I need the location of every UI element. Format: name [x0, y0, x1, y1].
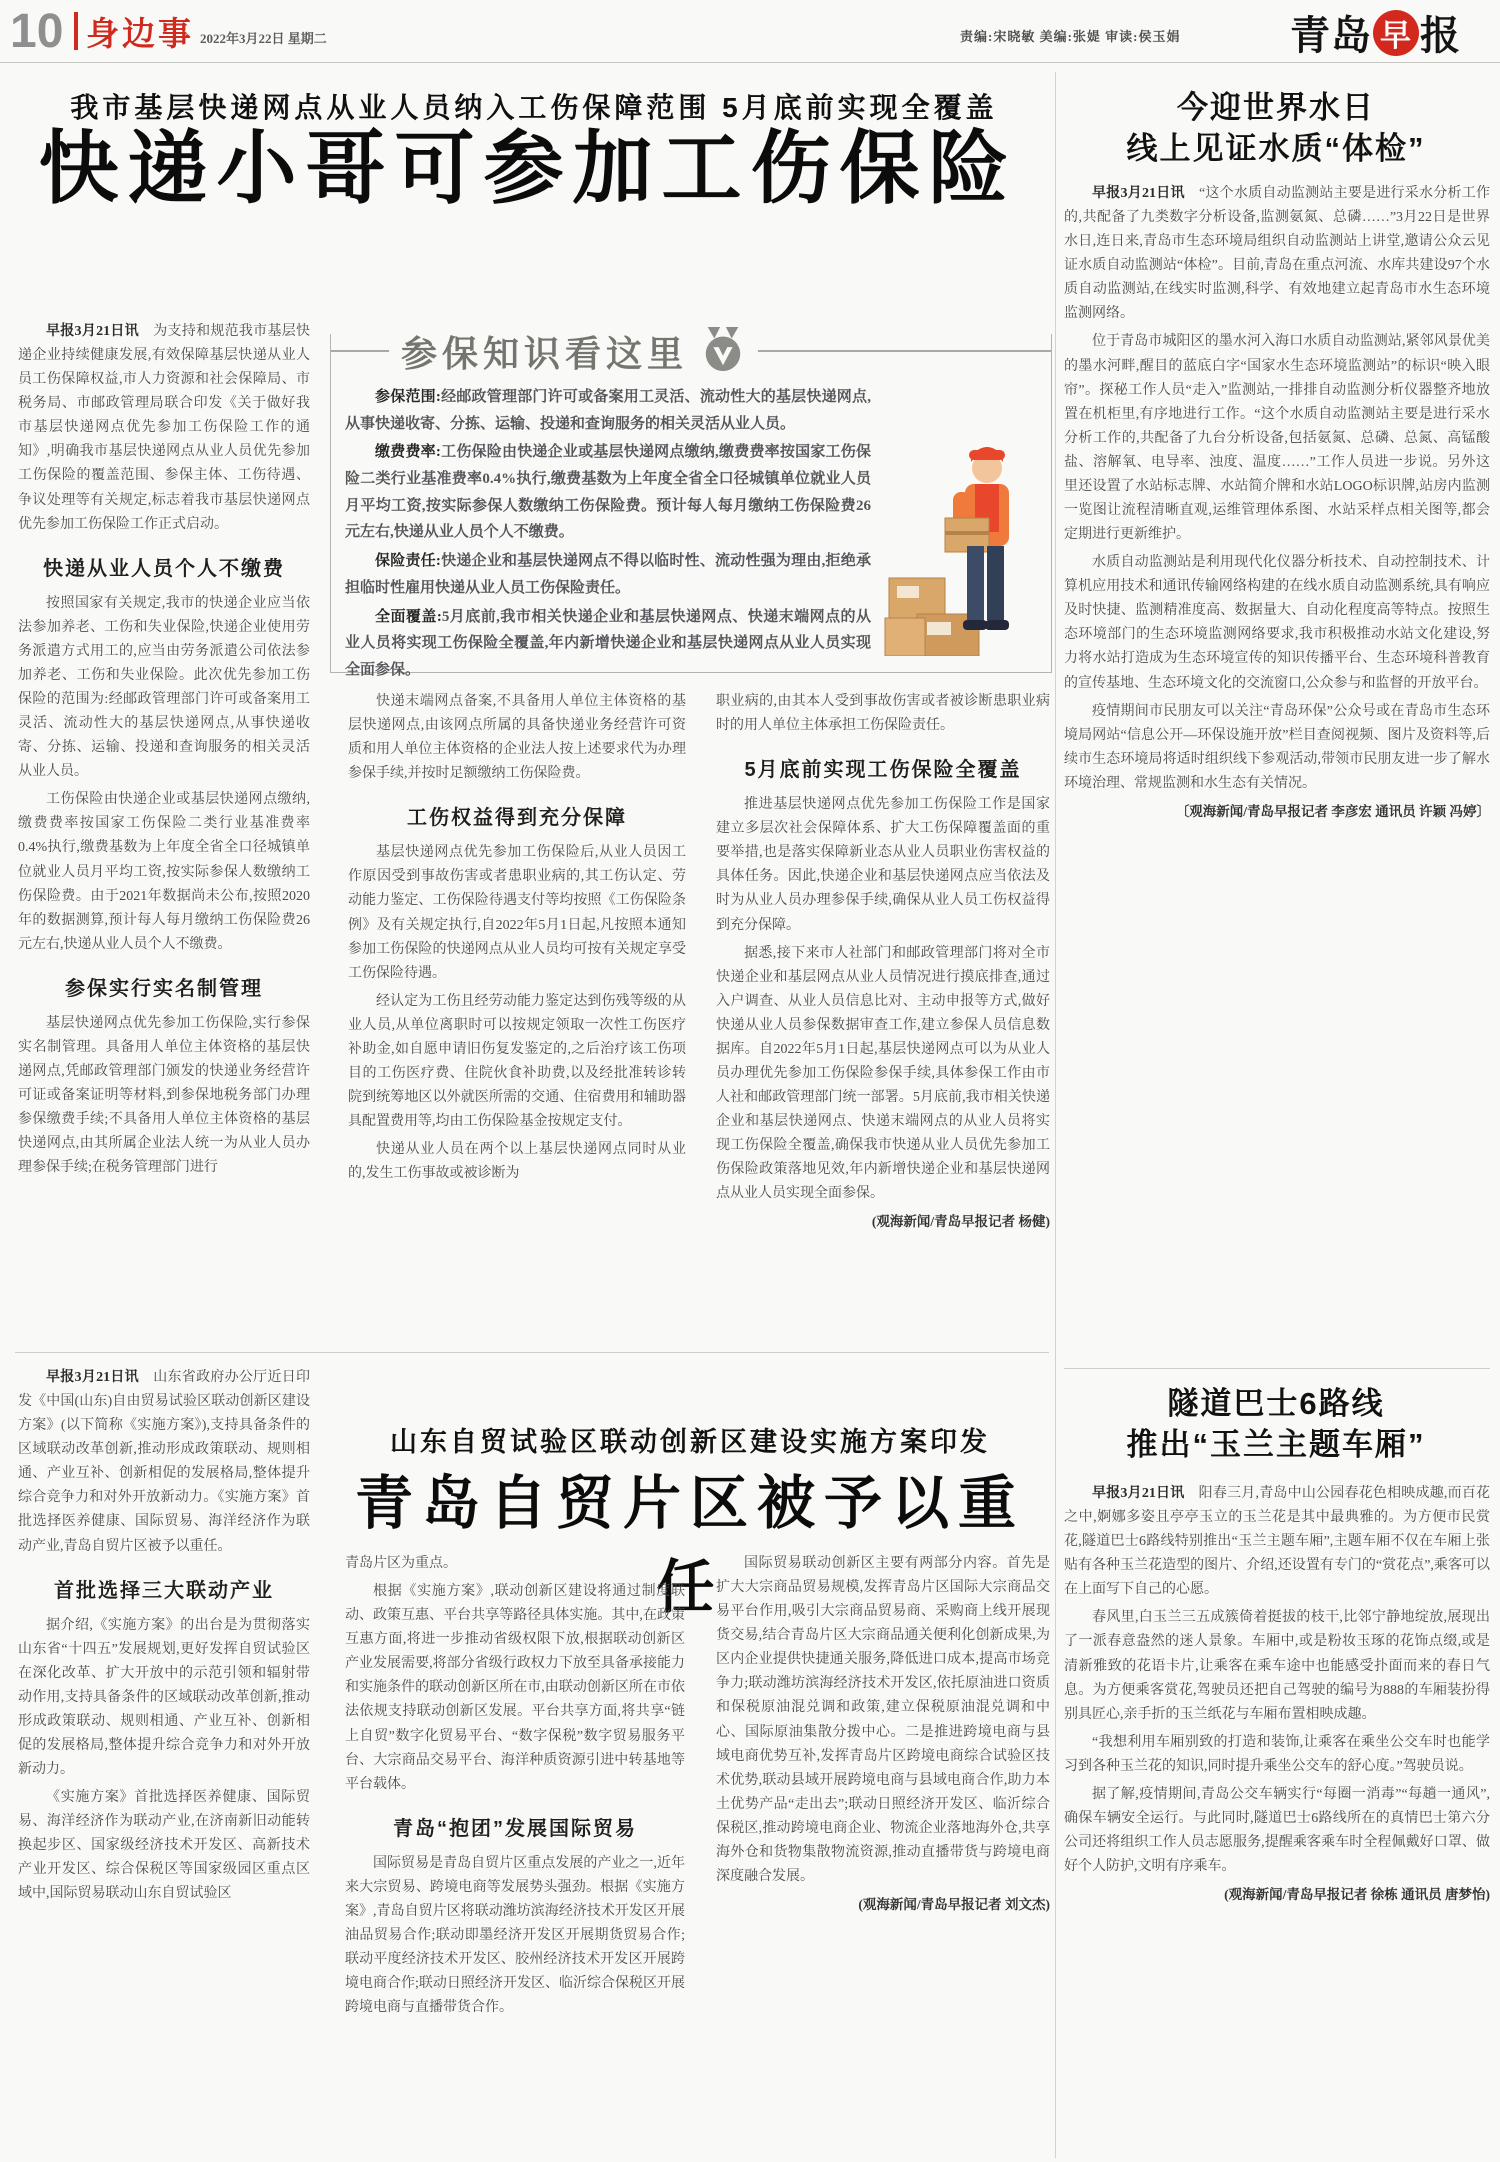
paragraph: 据悉,接下来市人社部门和邮政管理部门将对全市快递企业和基层网点从业人员情况进行摸底排查,通过入户调查、从业人员信息比对、主动申报等方式,做好快递从业人员参保数据审查工作,建立参保人员信息数据库。自2022年5月1日起,基层快递网点可以为从业人员办理优先参加工伤保险参保手续,具体参保工作由市人社和邮政管理部门统一部署。5月底前,我市相关快递企业和基层快递网点、快递末端网点的从业人员将实现工伤保险全覆盖,确保我市快递从业人员优先参加工伤保险政策落地见效,年内新增快递企业和基层快递网点从业人员实现全面参保。	[716, 945, 1050, 1202]
down-arrow-circle-icon	[700, 326, 746, 377]
paragraph: 经认定为工伤且经劳动能力鉴定达到伤残等级的从业人员,从单位离职时可以按规定领取一次性工伤医疗补助金,如自愿申请旧伤复发鉴定的,之后治疗该工伤项目的工伤医疗费、住院伙食补助费,以及经批准转诊转院到统筹地区以外就医所需的交通、住宿费用和辅助器具配置费用等,均由工伤保险基金按规定支付。	[348, 993, 686, 1130]
masthead-red-disc: 早	[1373, 10, 1419, 56]
bottom-article-headline: 青岛自贸片区被予以重任	[354, 1471, 1025, 1620]
main-article-headline: 快递小哥可参加工伤保险	[38, 124, 1018, 213]
dateline-lead: 早报3月21日讯	[46, 1370, 139, 1385]
sidebar-article2-headline: 隧道巴士6路线 推出“玉兰主题车厢”	[1126, 1386, 1426, 1462]
bottom-left-column	[18, 1366, 310, 2156]
sidebar-article1-headline: 今迎世界水日 线上见证水质“体检”	[1126, 90, 1426, 166]
paragraph: 《实施方案》首批选择医养健康、国际贸易、海洋经济作为联动产业,在济南新旧动能转换起步区、国家级经济技术开发区、高新技术产业开发区、综合保税区等国家级园区重点区域中,国际贸易联动山东自贸试验区	[18, 1790, 310, 1902]
paragraph: 早报3月21日讯 为支持和规范我市基层快递企业持续健康发展,有效保障基层快递从业人员工伤保障权益,市人力资源和社会保障局、市税务局、市邮政管理局联合印发《关于做好我市基层快递网点优先参加工伤保险工作的通知》,明确我市基层快递网点从业人员优先参加工伤保险的覆盖范围、参保主体、工伤待遇、争议处理等有关规定,标志着我市基层快递网点优先参加工伤保险工作正式启动。	[18, 324, 310, 532]
masthead-text-pre: 青岛	[1290, 14, 1372, 58]
paragraph: 基层快递网点优先参加工伤保险,实行参保实名制管理。具备用人单位主体资格的基层快递网点,凭邮政管理部门颁发的快递业务经营许可证或备案证明等材料,到参保地税务部门办理参保缴费手续;不具备用人单位主体资格的基层快递网点,由其所属企业法人统一为从业人员办理参保手续;在税务管理部门进行	[18, 1015, 310, 1176]
dateline-lead: 早报3月21日讯	[46, 324, 139, 339]
main-article-column-1	[18, 320, 310, 1348]
paragraph: 国际贸易是青岛自贸片区重点发展的产业之一,近年来大宗贸易、跨境电商等发展势头强劲。根据《实施方案》,青岛自贸片区将联动潍坊滨海经济技术开发区开展油品贸易合作;联动即墨经济开发区开展期货贸易合作;联动平度经济技术开发区、胶州经济技术开发区开展跨境电商合作;联动日照经济开发区、临沂综合保税区开展跨境电商与直播带货合作。	[345, 1855, 685, 2016]
paragraph-continuation: 青岛片区为重点。	[345, 1556, 457, 1571]
paragraph: 推进基层快递网点优先参加工伤保险工作是国家建立多层次社会保障体系、扩大工伤保障覆盖面的重要举措,也是落实保障新业态从业人员职业伤害权益的具体任务。因此,快递企业和基层快递网点应当依法及时为从业人员办理参保手续,确保从业人员工伤权益得到充分保障。	[716, 797, 1050, 933]
paragraph: “我想利用车厢别致的打造和装饰,让乘客在乘坐公交车时也能学习到各种玉兰花的知识,同时提升乘坐公交车的舒心度。”驾驶员说。	[1064, 1734, 1490, 1774]
paragraph: 按照国家有关规定,我市的快递企业应当依法参加养老、工伤和失业保险,快递企业使用劳务派遣方式用工的,应当由劳务派遣公司依法参加养老、工伤和失业保险。此次优先参加工伤保险的范围为:经邮政管理部门许可或备案用工灵活、流动性大的基层快递网点,从事快递收寄、分拣、运输、投递和查询服务的相关灵活从业人员。	[18, 595, 310, 780]
sidebar-article1-body	[1064, 182, 1490, 1354]
sidebar-article-divider	[1064, 1368, 1490, 1369]
masthead-logo	[1290, 4, 1461, 61]
main-article-column-2	[348, 690, 686, 1348]
subsection-header: 工伤权益得到充分保障	[407, 807, 627, 830]
paragraph: 早报3月21日讯 山东省政府办公厅近日印发《中国(山东)自由贸易试验区联动创新区建设方案》(以下简称《实施方案》),支持具备条件的区域联动改革创新,推动形成政策联动、规则相通、产业互补、创新相促的发展格局,整体提升综合竞争力和对外开放新动力。《实施方案》首批选择医养健康、国际贸易、海洋经济作为联动产业,青岛自贸片区被予以重任。	[18, 1370, 310, 1554]
header-rule	[0, 62, 1500, 63]
infobox-item: 缴费费率:工伤保险由快递企业或基层快递网点缴纳,缴费费率按国家工伤保险二类行业基准费率0.4%执行,缴费基数为上年度全省全口径城镇单位就业人员月平均工资,按实际参保人数缴纳工伤保险费。预计每人每月缴纳工伤保险费26元左右,快递从业人员个人不缴费。	[345, 444, 871, 541]
paragraph: 水质自动监测站是利用现代化仪器分析技术、自动控制技术、计算机应用技术和通讯传输网络构建的在线水质自动监测系统,具有响应及时快捷、监测精准度高、数据量大、自动化程度高等特点。按照生态环境部门的生态环境监测网络要求,我市积极推动水站文化建设,努力将水站打造成为生态环境宣传的知识传播平台、生态环境科普教育的宣传基地、生态环境文化的交流窗口,公众参与和监督的开放平台。	[1064, 555, 1490, 691]
dateline-lead: 早报3月21日讯	[1092, 186, 1185, 201]
paragraph: 早报3月21日讯 阳春三月,青岛中山公园春花色相映成趣,而百花之中,婀娜多姿且亭亭玉立的玉兰花是其中最典雅的。为方便市民赏花,隧道巴士6路线特别推出“玉兰主题车厢”,主题车厢不仅在车厢上张贴有各种玉兰花造型的图片、介绍,还设置有专门的“赏花点”,乘客可以在上面写下自己的心愿。	[1064, 1486, 1490, 1598]
paragraph: 快递从业人员在两个以上基层快递网点同时从业的,发生工伤事故或被诊断为	[348, 1142, 686, 1182]
paragraph: 早报3月21日讯 “这个水质自动监测站主要是进行采水分析工作的,共配备了九类数字分析设备,监测氨氮、总磷……”3月22日是世界水日,连日来,青岛市生态环境局组织自动监测站上讲堂,邀请公众云见证水质自动监测站“体检”。目前,青岛在重点河流、水库共建设97个水质自动监测站,在线实时监测,科学、有效地建立起青岛市水生态环境监测网络。	[1064, 186, 1490, 322]
paragraph: 据了解,疫情期间,青岛公交车辆实行“每圈一消毒”“每趟一通风”,确保车辆安全运行。与此同时,隧道巴士6路线所在的真情巴士第六分公司还将组织工作人员志愿服务,提醒乘客乘车时全程佩戴好口罩、做好个人防护,文明有序乘车。	[1064, 1786, 1490, 1875]
infobox-item: 参保范围:经邮政管理部门许可或备案用工灵活、流动性大的基层快递网点,从事快递收寄、分拣、运输、投递和查询服务的相关灵活从业人员。	[345, 389, 871, 432]
courier-illustration	[883, 430, 1035, 656]
decorative-rule	[758, 350, 1051, 352]
paragraph: 据介绍,《实施方案》的出台是为贯彻落实山东省“十四五”发展规划,更好发挥自贸试验区在深化改革、扩大开放中的示范引领和辐射带动作用,支持具备条件的区域联动改革创新,推动形成政策联动、规则相通、产业互补、创新相促的发展格局,整体提升综合竞争力和对外开放新动力。	[18, 1617, 310, 1778]
reporter-credit: (观海新闻/青岛早报记者 刘文杰)	[858, 1897, 1050, 1913]
paragraph: 春风里,白玉兰三五成簇倚着挺拔的枝干,比邻宁静地绽放,展现出了一派春意盎然的迷人景象。车厢中,或是粉妆玉琢的花饰点缀,或是清新雅致的花语卡片,让乘客在乘车途中也能感受扑面而来的春日气息。为方便乘客赏花,驾驶员还把自己驾驶的编号为888的车厢装扮得别具匠心,亲手折的玉兰纸花与车厢布置相映成趣。	[1064, 1610, 1490, 1722]
decorative-rule	[331, 350, 389, 352]
paragraph: 快递末端网点备案,不具备用人单位主体资格的基层快递网点,由该网点所属的具备快递业务经营许可资质和用人单位主体资格的企业法人按上述要求代为办理参保手续,并按时足额缴纳工伤保险费。	[348, 694, 686, 782]
paragraph: 工伤保险由快递企业或基层快递网点缴纳,缴费费率按国家工伤保险二类行业基准费率0.4%执行,缴费基数为上年度全省全口径城镇单位就业人员月平均工资,按实际参保人数缴纳工伤保险费。由于2021年数据尚未公布,按照2020年的数据测算,预计每人每月缴纳工伤保险费26元左右,快递从业人员个人不缴费。	[18, 792, 310, 952]
infobox-header	[331, 326, 1051, 376]
paragraph: 国际贸易联动创新区主要有两部分内容。首先是扩大大宗商品贸易规模,发挥青岛片区国际大宗商品交易平台作用,吸引大宗商品贸易商、采购商上线开展现货交易,结合青岛片区大宗商品通关便利化创新成果,为区内企业提供快捷通关服务,降低进口成本,提高市场竞争力;联动潍坊滨海经济技术开发区,依托原油进口资质和保税原油混兑调和政策,建立保税原油混兑调和中心、国际原油集散分拨中心。二是推进跨境电商与县域电商优势互补,发挥青岛片区跨境电商综合试验区技术优势,联动县域开展跨境电商与县域电商合作,助力本土优势产品“走出去”;联动日照经济开发区、临沂综合保税区,推动跨境电商企业、物流企业落地海外仓,共享海外仓和货物集散物流资源,推动直播带货与跨境电商深度融合发展。	[716, 1556, 1050, 1885]
dateline-lead: 早报3月21日讯	[1092, 1486, 1185, 1501]
subsection-header: 首批选择三大联动产业	[54, 1579, 274, 1602]
dateline: 2022年3月22日 星期二	[200, 31, 327, 46]
section-divider-bar	[74, 12, 78, 50]
subsection-header: 快递从业人员个人不缴费	[43, 557, 285, 580]
paragraph: 基层快递网点优先参加工伤保险后,从业人员因工作原因受到事故伤害或者患职业病的,其工伤认定、劳动能力鉴定、工伤保险待遇支付等均按照《工伤保险条例》及有关规定执行,自2022年5月1日起,凡按照本通知参加工伤保险的快递网点从业人员均可按有关规定享受工伤保险待遇。	[348, 845, 686, 981]
page-number: 10	[10, 5, 64, 58]
subsection-header: 5月底前实现工伤保险全覆盖	[744, 759, 1022, 782]
reporter-credit: (观海新闻/青岛早报记者 徐栋 通讯员 唐梦怡)	[1224, 1887, 1490, 1903]
reporter-credit: 〔观海新闻/青岛早报记者 李彦宏 通讯员 许颖 冯婷〕	[1175, 803, 1490, 819]
paragraph: 位于青岛市城阳区的墨水河入海口水质自动监测站,紧邻风景优美的墨水河畔,醒目的蓝底白字“国家水生态环境监测站”的标识“映入眼帘”。探秘工作人员“走入”监测站,一排排自动监测分析仪器整齐地放置在机柜里,有序地进行工作。“这个水质自动监测站主要是进行采水分析工作的,共配备了九台分析设备,包括氨氮、总磷、总氮、高锰酸盐、溶解氧、电导率、浊度、温度……”工作人员进一步说。另外这里还设置了水站标志牌、水站简介牌和水站LOGO标识牌,站房内监测一览图让流程清晰直观,运维管理体系图、水站采样点相关图等,都会定期进行更新维护。	[1064, 334, 1490, 543]
main-article-kicker: 我市基层快递网点从业人员纳入工伤保障范围 5月底前实现全覆盖	[70, 92, 998, 123]
main-article-column-3	[716, 690, 1050, 1348]
masthead-text-post: 报	[1420, 14, 1461, 58]
section-name: 身边事	[86, 15, 194, 52]
infobox-item: 保险责任:快递企业和基层快递网点不得以临时性、流动性强为理由,拒绝承担临时性雇用快递从业人员工伤保险责任。	[345, 553, 871, 596]
sidebar-divider	[1055, 72, 1056, 2158]
bottom-middle-column-a	[345, 1552, 685, 2156]
infobox-body	[331, 376, 1051, 692]
insurance-knowledge-infobox	[330, 332, 1052, 678]
reporter-credit: (观海新闻/青岛早报记者 杨健)	[871, 1214, 1050, 1230]
sidebar-article2-body	[1064, 1482, 1490, 2156]
paragraph: 根据《实施方案》,联动创新区建设将通过制度联动、政策互惠、平台共享等路径具体实施。其中,在政策互惠方面,将进一步推动省级权限下放,根据联动创新区产业发展需要,将部分省级行政权力下放至具备承接能力和实施条件的联动创新区所在市,由联动创新区所在市依法依规支持联动创新区发展。平台共享方面,将共享“链上自贸”数字化贸易平台、“数字保税”数字贸易服务平台、大宗商品交易平台、海洋种质资源引进中转基地等平台载体。	[345, 1584, 685, 1792]
bottom-middle-column-b	[716, 1552, 1050, 2156]
infobox-title: 参保知识看这里	[401, 332, 689, 374]
bottom-article-kicker: 山东自贸试验区联动创新区建设实施方案印发	[390, 1427, 990, 1457]
paragraph-continuation: 职业病的,由其本人受到事故伤害或者被诊断患职业病时的用人单位主体承担工伤保险责任。	[716, 694, 1050, 734]
editor-credits: 责编:宋晓敏 美编:张媞 审读:侯玉娟	[960, 29, 1181, 44]
subsection-header: 参保实行实名制管理	[65, 977, 263, 1000]
paragraph: 疫情期间市民朋友可以关注“青岛环保”公众号或在青岛市生态环境局网站“信息公开—环保设施开放”栏目查阅视频、图片及资料等,后续市生态环境局将适时组织线下参观活动,带领市民朋友进一步了解水环境治理、常规监测和水生态有关情况。	[1064, 703, 1490, 791]
infobox-item: 全面覆盖:5月底前,我市相关快递企业和基层快递网点、快递末端网点的从业人员将实现工伤保险全覆盖,年内新增快递企业和基层快递网点从业人员实现全面参保。	[345, 608, 871, 678]
subsection-header: 青岛“抱团”发展国际贸易	[393, 1817, 637, 1840]
section-divider	[15, 1352, 1049, 1353]
